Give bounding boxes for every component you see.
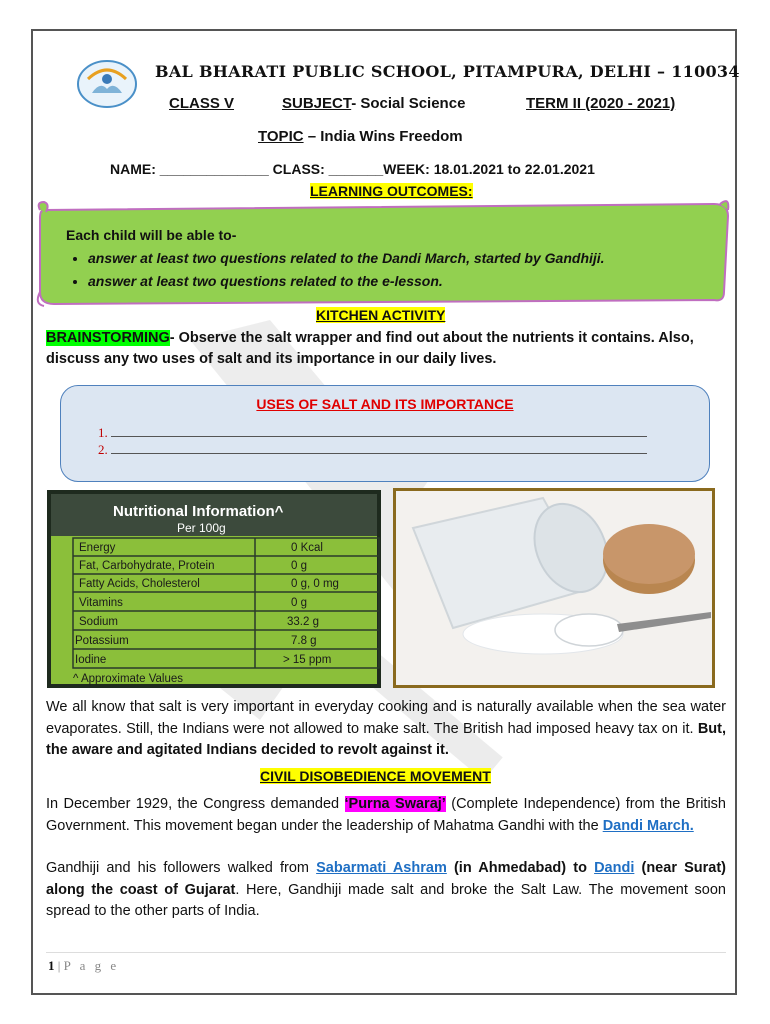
nutrition-row-label: Energy	[79, 542, 116, 554]
civil-disobedience-paragraph-1	[46, 794, 726, 837]
learning-outcomes-title: LEARNING OUTCOMES:	[310, 183, 473, 199]
name-class-week-line: NAME: ______________ CLASS: _______WEEK: 18.01.2021 to 22.01.2021	[110, 161, 595, 177]
uses-line-1[interactable]	[98, 425, 647, 441]
nutrition-row-value: 0 g	[291, 597, 307, 609]
civil-disobedience-paragraph-2	[46, 858, 726, 923]
school-logo	[76, 59, 138, 109]
nutrition-row-label: Fatty Acids, Cholesterol	[79, 578, 200, 590]
nutrition-title: Nutritional Information^	[113, 503, 284, 520]
page-label: P a g e	[63, 958, 120, 973]
nutrition-row-value: 0 Kcal	[291, 542, 323, 554]
brainstorming-text: - Observe the salt wrapper and find out about the nutrients it contains. Also, discuss any two uses of salt and its importance in our daily lives.	[46, 330, 694, 367]
uses-line-number: 2.	[98, 442, 108, 457]
nutrition-row-value: 0 g	[291, 560, 307, 572]
civil-bold-text: (near Surat) along the coast of Gujarat	[46, 860, 726, 898]
nutrition-subtitle: Per 100g	[177, 521, 226, 535]
subject-label: SUBJECT	[282, 95, 352, 112]
subject-heading	[282, 95, 465, 112]
subject-value: - Social Science	[351, 95, 466, 112]
salt-jar-image	[393, 488, 715, 688]
school-name: BAL BHARATI PUBLIC SCHOOL, PITAMPURA, DELHI – 110034	[155, 62, 740, 81]
brainstorming-label: BRAINSTORMING	[46, 330, 170, 346]
kitchen-activity-title: KITCHEN ACTIVITY	[316, 307, 446, 323]
learning-outcome-item: • answer at least two questions related to the Dandi March, started by Gandhiji.	[88, 247, 605, 270]
civil-bold-text: (in Ahmedabad) to	[446, 860, 595, 876]
purna-swaraj-highlight: ‘Purna Swaraj’	[344, 796, 446, 812]
page-number: 1	[48, 958, 55, 973]
civil-text: (Complete Independence) from the British Government. This movement began under the leadership of Mahatma Gandhi with the	[46, 796, 726, 834]
sabarmati-ashram-link[interactable]: Sabarmati Ashram	[316, 860, 447, 876]
civil-disobedience-title: CIVIL DISOBEDIENCE MOVEMENT	[260, 768, 491, 784]
salt-importance-paragraph	[46, 697, 726, 762]
nutrition-row-value: > 15 ppm	[283, 654, 332, 666]
brainstorming-paragraph	[46, 328, 730, 370]
nutrition-row-value: 7.8 g	[291, 635, 317, 647]
learning-outcome-item: • answer at least two questions related to the e-lesson.	[88, 270, 605, 293]
uses-of-salt-title: USES OF SALT AND ITS IMPORTANCE	[256, 396, 514, 412]
learning-outcomes-body	[66, 224, 605, 293]
nutrition-row-label: Vitamins	[79, 597, 123, 609]
civil-text: Gandhiji and his followers walked from	[46, 860, 317, 876]
nutrition-row-label: Fat, Carbohydrate, Protein	[79, 560, 215, 572]
class-label: CLASS V	[169, 95, 235, 112]
term-label: TERM II (2020 - 2021)	[526, 95, 676, 112]
footer-divider	[46, 952, 726, 953]
topic-heading	[258, 128, 463, 145]
salt-importance-text: We all know that salt is very important in everyday cooking and is naturally available when the sea water evaporates. Still, the Indians were not allowed to make salt. The British had imposed heavy tax on it.	[46, 699, 726, 737]
topic-label: TOPIC	[258, 128, 304, 145]
dandi-march-link[interactable]: Dandi March.	[602, 817, 694, 834]
nutrition-row-label: Sodium	[79, 616, 118, 628]
learning-outcomes-intro: Each child will be able to-	[66, 227, 237, 243]
uses-line-number: 1.	[98, 425, 108, 440]
civil-text: In December 1929, the Congress demanded	[46, 796, 345, 812]
nutrition-row-label: Iodine	[75, 654, 107, 666]
answer-blank	[111, 443, 647, 454]
page-footer: 1 | P a g e	[48, 958, 120, 973]
topic-value: – India Wins Freedom	[303, 128, 463, 145]
nutrition-row-label: Potassium	[75, 635, 129, 647]
learning-outcomes-list	[66, 247, 605, 293]
nutrition-footnote: ^ Approximate Values	[73, 673, 184, 685]
answer-blank	[111, 426, 647, 437]
civil-text: . Here, Gandhiji made salt and broke the Salt Law. The movement soon spread to the other parts of India.	[46, 881, 726, 919]
nutrition-row-value: 0 g, 0 mg	[291, 578, 339, 590]
uses-line-2[interactable]	[98, 442, 647, 458]
salt-importance-bold: But, the aware and agitated Indians decided to revolt against it.	[46, 720, 726, 758]
nutrition-row-value: 33.2 g	[287, 616, 319, 628]
salt-nutrition-label-image	[47, 490, 381, 688]
dandi-link[interactable]: Dandi	[594, 860, 635, 876]
